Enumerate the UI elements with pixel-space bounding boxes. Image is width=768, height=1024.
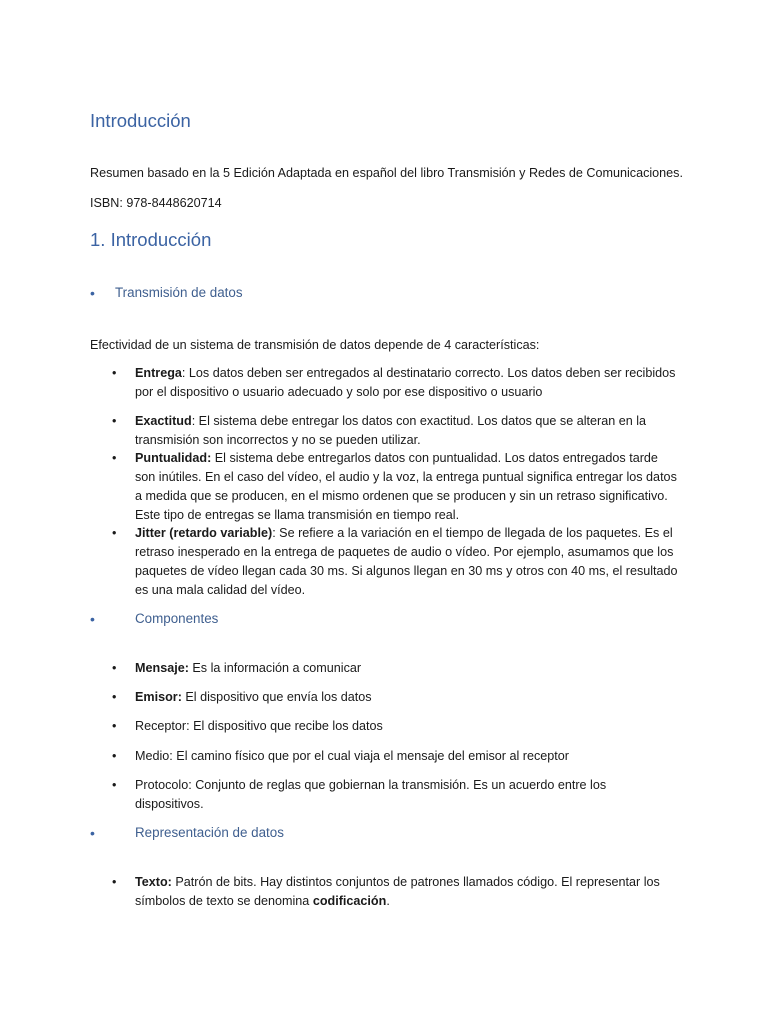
item-text: : Los datos deben ser entregados al destinatario correcto. Los datos deben ser recibidos <box>181 366 676 380</box>
term-puntualidad: Puntualidad: <box>135 451 212 465</box>
bullet-icon: • <box>112 661 117 675</box>
bullet-icon: • <box>112 875 117 889</box>
item-text: Este tipo de entregas se llama transmisión en tiempo real. <box>135 508 460 522</box>
item-text: Protocolo: Conjunto de reglas que gobiernan la transmisión. Es un acuerdo entre los <box>135 778 607 792</box>
item-text: Es la información a comunicar <box>188 661 362 675</box>
term-jitter: Jitter (retardo variable) <box>135 526 273 540</box>
item-text: transmisión son incorrectos y no se pueden utilizar. <box>135 433 421 447</box>
subsection-label: Representación de datos <box>135 825 284 840</box>
item-text: : Se refiere a la variación en el tiempo de llegada de los paquetes. Es el <box>272 526 673 540</box>
item-text: son inútiles. En el caso del vídeo, el audio y la voz, la entrega puntual significa entregar los datos <box>135 470 677 484</box>
item-text: paquetes de vídeo llegan cada 30 ms. Si algunos llegan en 30 ms y otros con 40 ms, el resultado <box>135 564 678 578</box>
bullet-icon: • <box>90 285 95 301</box>
subsection-label: Transmisión de datos <box>115 285 243 300</box>
term-emisor: Emisor: <box>135 690 182 704</box>
bullet-icon: • <box>112 414 117 428</box>
item-text: : El sistema debe entregar los datos con exactitud. Los datos que se alteran en la <box>191 414 647 428</box>
term-mensaje: Mensaje: <box>135 661 189 675</box>
item-text: Receptor: El dispositivo que recibe los datos <box>135 719 383 733</box>
item-text: Medio: El camino físico que por el cual viaja el mensaje del emisor al receptor <box>135 749 569 763</box>
item-text: retraso inesperado en la entrega de paquetes de audio o vídeo. Por ejemplo, asumamos que los <box>135 545 674 559</box>
item-text: dispositivos. <box>135 797 204 811</box>
summary-paragraph: Resumen basado en la 5 Edición Adaptada en español del libro Transmisión y Redes de Comunicaciones. <box>90 166 683 180</box>
bullet-icon: • <box>112 719 117 733</box>
heading-introduction: Introducción <box>90 110 191 131</box>
bullet-icon: • <box>112 749 117 763</box>
isbn-paragraph: ISBN: 978-8448620714 <box>90 196 222 210</box>
bullet-icon: • <box>90 825 95 841</box>
item-text: es una mala calidad del vídeo. <box>135 583 306 597</box>
term-entrega: Entrega <box>135 366 182 380</box>
term-texto: Texto: <box>135 875 172 889</box>
item-text: símbolos de texto se denomina <box>135 894 313 908</box>
item-text: El sistema debe entregarlos datos con puntualidad. Los datos entregados tarde <box>211 451 658 465</box>
item-text: a medida que se producen, en el mismo ordenen que se producen y sin un retraso significativo. <box>135 489 668 503</box>
bullet-icon: • <box>112 690 117 704</box>
bullet-icon: • <box>90 611 95 627</box>
term-exactitud: Exactitud <box>135 414 192 428</box>
bullet-icon: • <box>112 451 117 465</box>
item-text: El dispositivo que envía los datos <box>181 690 372 704</box>
subsection-label: Componentes <box>135 611 219 626</box>
item-text: por el dispositivo o usuario adecuado y solo por ese dispositivo o usuario <box>135 385 543 399</box>
item-text: Patrón de bits. Hay distintos conjuntos de patrones llamados código. El representar los <box>171 875 660 889</box>
bullet-icon: • <box>112 778 117 792</box>
term-codificacion: codificación <box>312 894 387 908</box>
effectiveness-paragraph: Efectividad de un sistema de transmisión de datos depende de 4 características: <box>90 338 540 352</box>
bullet-icon: • <box>112 366 117 380</box>
bullet-icon: • <box>112 526 117 540</box>
section-title: 1. Introducción <box>90 229 212 250</box>
item-text: . <box>386 894 390 908</box>
